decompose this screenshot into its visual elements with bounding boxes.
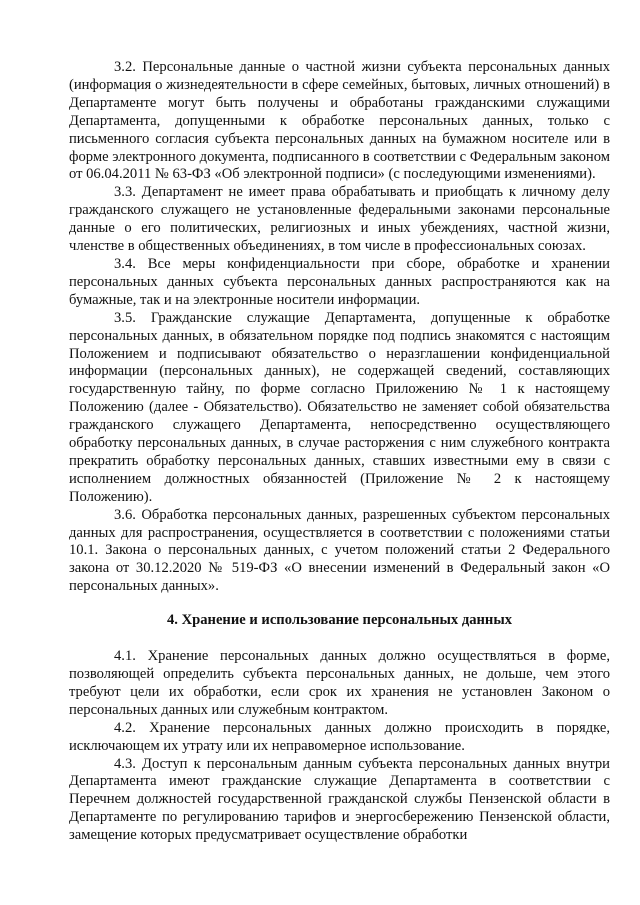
paragraph-4-3: 4.3. Доступ к персональным данным субъекта персональных данных внутри Департамента имеют гражданские служащие Департамента в соответствии с Перечнем должностей государственной гражданской службы Пензенской области в Департаменте по регулированию тарифов и энергосбережению Пензенской области, замещение которых предусматривает осуществление обработки [69,755,610,844]
paragraph-3-6: 3.6. Обработка персональных данных, разрешенных субъектом персональных данных для распространения, осуществляется в соответствии с положениями статьи 10.1. Закона о персональных данных, с учетом положений статьи 2 Федерального закона от 30.12.2020 № 519-ФЗ «О внесении изменений в Федеральный закон «О персональных данных». [69,506,610,595]
paragraph-4-1: 4.1. Хранение персональных данных должно осуществляться в форме, позволяющей определить субъекта персональных данных, не дольше, чем этого требуют цели их обработки, если срок их хранения не установлен Законом о персональных данных или служебным контрактом. [69,648,610,718]
document-body [69,59,610,845]
heading-spacer [69,630,610,648]
paragraph-3-5: 3.5. Гражданские служащие Департамента, допущенные к обработке персональных данных, в обязательном порядке под подпись знакомятся с настоящим Положением и подписывают обязательство о неразглашении конфиденциальной информации (персональных данных), не содержащей сведений, составляющих государственную тайну, по форме согласно Приложению № 1 к настоящему Положению (далее - Обязательство). Обязательство не заменяет собой обязательства гражданского служащего Департамента, непосредственно осуществляющего обработку персональных данных, в случае расторжения с ним служебного контракта прекратить обработку персональных данных, ставших известными ему в связи с исполнением должностных обязанностей (Приложение № 2 к настоящему Положению). [69,309,610,505]
paragraph-3-4: 3.4. Все меры конфиденциальности при сборе, обработке и хранении персональных данных субъекта персональных данных распространяются как на бумажные, так и на электронные носители информации. [69,255,610,308]
section-spacer [69,596,610,612]
section-heading: 4. Хранение и использование персональных данных [166,612,513,629]
paragraph-3-3: 3.3. Департамент не имеет права обрабатывать и приобщать к личному делу гражданского служащего не установленные федеральными законами персональные данные о его политических, религиозных и иных убеждениях, частной жизни, членстве в общественных объединениях, в том числе в профессиональных союзах. [69,184,610,255]
paragraph-4-2: 4.2. Хранение персональных данных должно происходить в порядке, исключающем их утрату или их неправомерное использование. [69,719,610,754]
paragraph-3-2: 3.2. Персональные данные о частной жизни субъекта персональных данных (информация о жизнедеятельности в сфере семейных, бытовых, личных отношений) в Департаменте могут быть получены и обработаны гражданскими служащими Департамента, допущенными к обработке персональных данных, только с письменного согласия субъекта персональных данных на бумажном носителе или в форме электронного документа, подписанного в соответствии с Федеральным законом от 06.04.2011 № 63-ФЗ «Об электронной подписи» (с последующими изменениями). [69,59,610,183]
